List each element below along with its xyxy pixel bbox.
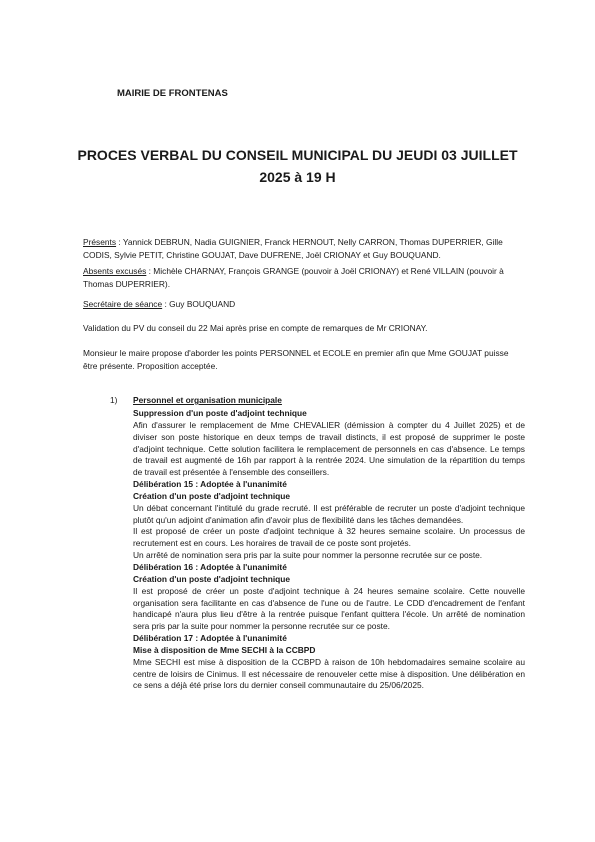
item-text: Il est proposé de créer un poste d'adjoint technique à 32 heures semaine scolaire. Un processus de recrutement est en cours. Les horaires de travail de ce poste sont projetés. xyxy=(133,526,525,549)
item-text: Un arrêté de nomination sera pris par la suite pour nommer la personne recrutée sur ce poste. xyxy=(133,550,483,561)
item-heading: Création d'un poste d'adjoint technique xyxy=(133,573,291,584)
section-body xyxy=(133,408,525,692)
absents-label: Absents excusés xyxy=(83,266,147,276)
deliberation-result: Délibération 15 : Adoptée à l'unanimité xyxy=(133,479,287,490)
item-text: Un débat concernant l'intitulé du grade recruté. Il est préférable de recruter un poste d'adjoint technique plutôt qu'un adjoint d'animation afin d'avoir plus de flexibilité dans les tâches demandées. xyxy=(133,502,525,525)
presents-list: : Yannick DEBRUN, Nadia GUIGNIER, Franck HERNOUT, Nelly CARRON, Thomas DUPERRIER, Gille CODIS, Sylvie PETIT, Christine GOUJAT, Dave DUFRENE, Joël CRIONAY et Guy BOUQUAND. xyxy=(83,237,503,261)
secretary-name: : Guy BOUQUAND xyxy=(162,299,236,309)
item-heading: Suppression d'un poste d'adjoint technique xyxy=(133,408,307,418)
deliberation-result: Délibération 16 : Adoptée à l'unanimité xyxy=(133,561,287,572)
deliberation-result: Délibération 17 : Adoptée à l'unanimité xyxy=(133,633,287,644)
section-title: Personnel et organisation municipale xyxy=(133,395,282,405)
item-text: Il est proposé de créer un poste d'adjoint technique à 24 heures semaine scolaire. Cette nouvelle organisation sera facilitante en cas d'absence de l'une ou de l'autre. Le CDD d'encadrement de l'enfant handicapé n'aura plus lieu d'être à la rentrée puisque l'enfant quittera l'école. Un arrêté de nomination sera pris par la suite pour nommer la personne recrutée sur ce poste. xyxy=(133,585,525,632)
item-heading: Création d'un poste d'adjoint technique xyxy=(133,490,291,501)
agenda-proposal-text: Monsieur le maire propose d'aborder les points PERSONNEL et ECOLE en premier afin que Mme GOUJAT puisse être présente. Proposition acceptée. xyxy=(83,348,509,372)
absents-list: : Michèle CHARNAY, François GRANGE (pouvoir à Joël CRIONAY) et René VILLAIN (pouvoir à Thomas DUPERRIER). xyxy=(83,266,504,290)
organisation-name: MAIRIE DE FRONTENAS xyxy=(117,88,228,99)
presents-paragraph xyxy=(83,236,521,262)
item-heading: Mise à disposition de Mme SECHI à la CCBPD xyxy=(133,644,316,655)
presents-label: Présents xyxy=(83,237,117,247)
secretary-label: Secrétaire de séance xyxy=(83,299,163,309)
secretary-paragraph xyxy=(83,298,521,311)
document-title-line1: PROCES VERBAL DU CONSEIL MUNICIPAL DU JEUDI 03 JUILLET xyxy=(77,147,518,163)
pv-validation-text: Validation du PV du conseil du 22 Mai après prise en compte de remarques de Mr CRIONAY. xyxy=(83,323,428,333)
document-title-line2: 2025 à 19 H xyxy=(259,169,336,185)
absents-paragraph xyxy=(83,265,521,291)
section-number: 1) xyxy=(110,395,118,405)
item-text: Mme SECHI est mise à disposition de la CCBPD à raison de 10h hebdomadaires semaine scolaire au centre de loisirs de Cinimus. Il est nécessaire de renouveler cette mise à disposition. Une délibération en ce sens a déjà été prise lors du dernier conseil communautaire du 25/06/2025. xyxy=(133,656,525,691)
item-text: Afin d'assurer le remplacement de Mme CHEVALIER (démission à compter du 4 Juillet 2025) et de diviser son poste historique en deux temps de travail distincts, il est proposé de supprimer le poste d'adjoint technique. Cette solution facilitera le remplacement de personnels en cas d'absence. Le temps de travail est augmenté de 16h par rapport à la rentrée 2024. Une simulation de la répartition du temps de travail est présentée à l'ensemble des conseillers. xyxy=(133,419,525,478)
